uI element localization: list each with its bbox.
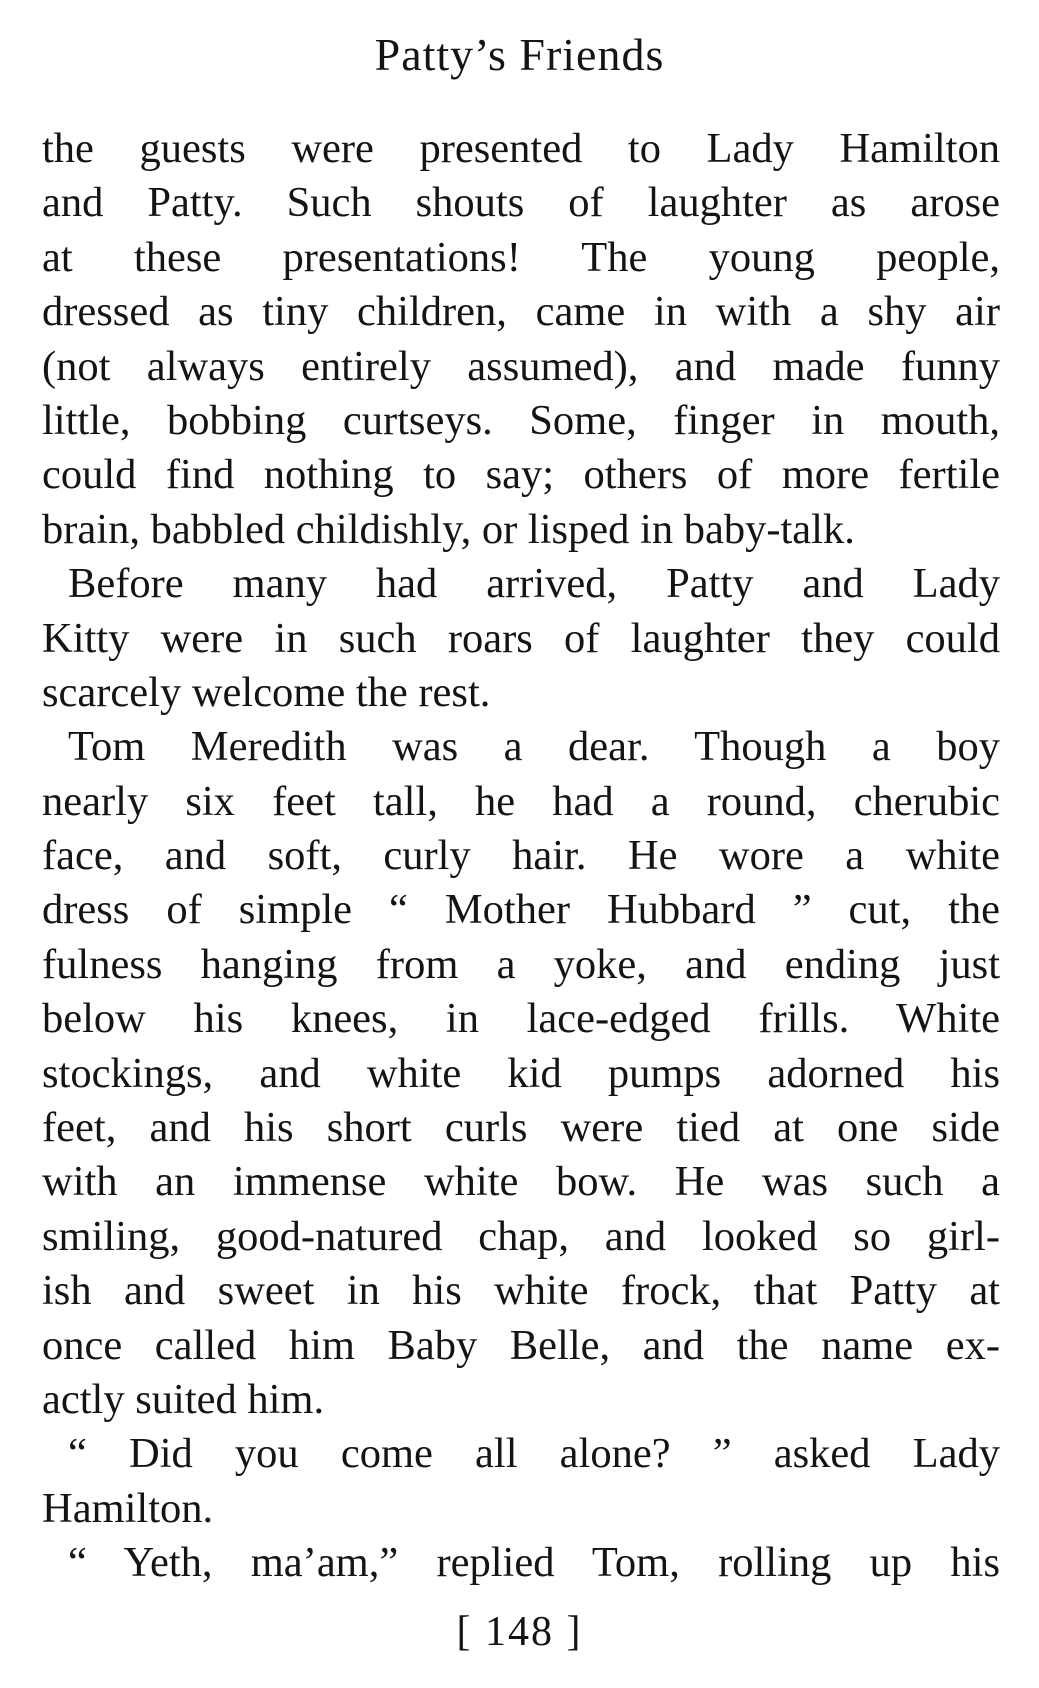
page-number: [ 148 ] bbox=[456, 1609, 583, 1655]
text-line: little, bobbing curtseys. Some, finger in mouth, bbox=[42, 396, 1000, 444]
text-line: dressed as tiny children, came in with a shy air bbox=[42, 288, 1000, 336]
text-line: “ Did you come all alone? ” asked Lady bbox=[68, 1430, 1000, 1478]
page-body-text bbox=[42, 122, 1000, 1591]
text-line: at these presentations! The young people, bbox=[42, 233, 1000, 281]
text-line: fulness hanging from a yoke, and ending just bbox=[42, 940, 1000, 988]
text-line: Kitty were in such roars of laughter they could bbox=[42, 614, 1000, 662]
text-line: actly suited him. bbox=[42, 1375, 325, 1423]
text-line: “ Yeth, ma’am,” replied Tom, rolling up his bbox=[68, 1539, 1000, 1587]
text-line: dress of simple “ Mother Hubbard ” cut, the bbox=[42, 886, 1000, 934]
running-header: Patty’s Friends bbox=[374, 29, 665, 80]
text-line: nearly six feet tall, he had a round, cherubic bbox=[42, 777, 1000, 825]
text-line: below his knees, in lace-edged frills. White bbox=[42, 995, 1000, 1043]
text-line: feet, and his short curls were tied at one side bbox=[42, 1104, 1000, 1152]
text-line: (not always entirely assumed), and made funny bbox=[42, 342, 1000, 390]
text-line: could find nothing to say; others of more fertile bbox=[42, 451, 1000, 499]
text-line: ish and sweet in his white frock, that Patty at bbox=[42, 1267, 1000, 1315]
text-line: stockings, and white kid pumps adorned his bbox=[42, 1049, 1000, 1097]
text-line: scarcely welcome the rest. bbox=[42, 668, 491, 716]
text-line: smiling, good-natured chap, and looked so girl- bbox=[42, 1212, 1000, 1260]
text-line: brain, babbled childishly, or lisped in baby-talk. bbox=[42, 505, 855, 553]
text-line: Before many had arrived, Patty and Lady bbox=[68, 560, 1000, 608]
text-line: the guests were presented to Lady Hamilton bbox=[42, 125, 1000, 172]
text-line: with an immense white bow. He was such a bbox=[42, 1158, 1000, 1206]
text-line: Tom Meredith was a dear. Though a boy bbox=[68, 723, 1000, 771]
text-line: face, and soft, curly hair. He wore a white bbox=[42, 832, 1000, 880]
text-line: once called him Baby Belle, and the name ex- bbox=[42, 1321, 1000, 1369]
text-line: Hamilton. bbox=[42, 1484, 214, 1532]
text-line: and Patty. Such shouts of laughter as arose bbox=[42, 179, 1000, 227]
